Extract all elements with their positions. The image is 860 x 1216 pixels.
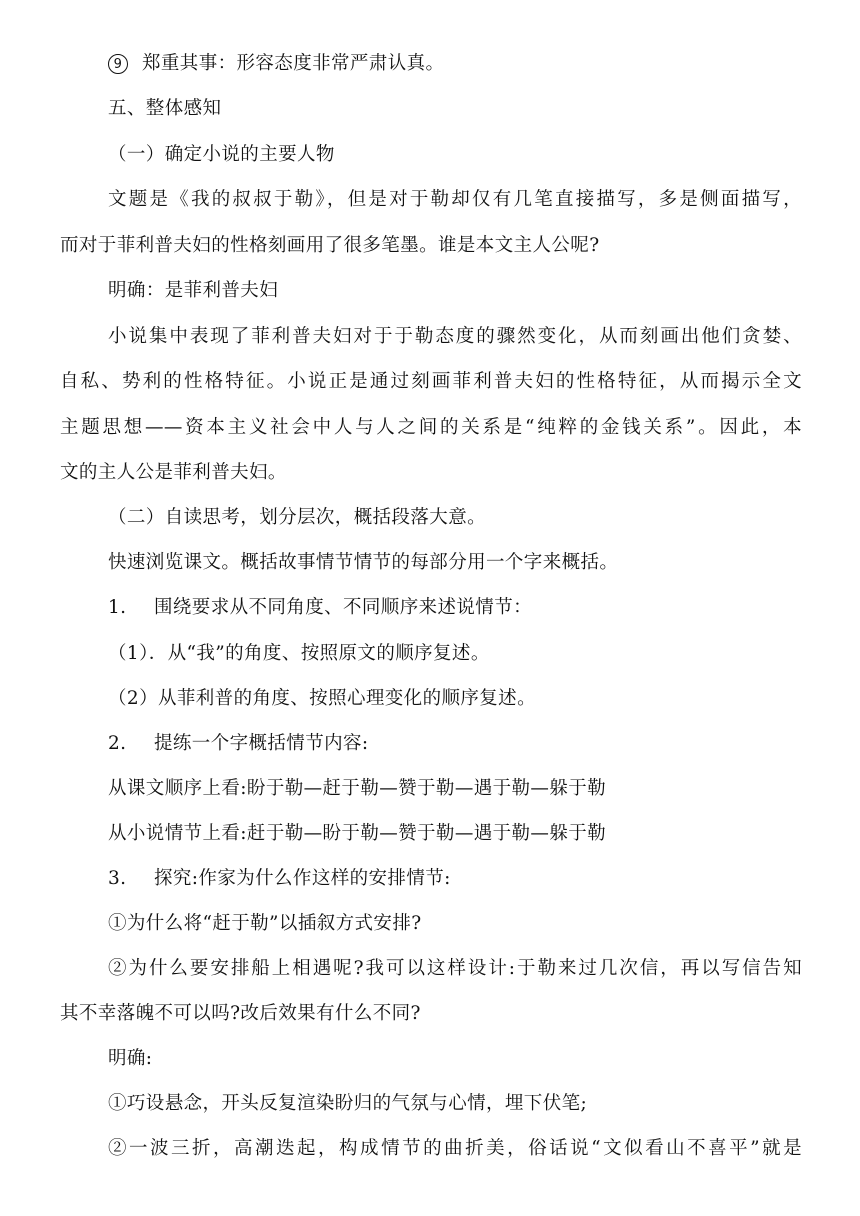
definition-text: 郑重其事：形容态度非常严肃认真。 (142, 53, 445, 74)
paragraph-line: 快速浏览课文。概括故事情节情节的每部分用一个字来概括。 (108, 552, 619, 573)
sub-item: （1）．从“我”的角度、按照原文的顺序复述。 (108, 643, 490, 664)
sub-item: （2）从菲利普的角度、按照心理变化的顺序复述。 (108, 688, 536, 709)
item-text: 探究:作家为什么作这样的安排情节: (154, 868, 451, 889)
circled-number-badge: 9 (108, 54, 128, 74)
numbered-item (108, 867, 451, 891)
paragraph-line: 文的主人公是菲利普夫妇。 (60, 462, 287, 483)
question-line: 其不幸落魄不可以吗?改后效果有什么不同? (60, 1003, 421, 1024)
paragraph-line: 自私、势利的性格特征。小说正是通过刻画菲利普夫妇的性格特征，从而揭示全文 (60, 371, 802, 392)
answer-line: ①巧设悬念，开头反复渲染盼归的气氛与心情，埋下伏笔; (108, 1093, 588, 1114)
item-number: 2. (108, 733, 127, 754)
numbered-item (108, 732, 369, 756)
paragraph-line: 而对于菲利普夫妇的性格刻画用了很多笔墨。谁是本文主人公呢? (60, 235, 600, 256)
section-heading: 五、整体感知 (108, 98, 222, 119)
paragraph-line: 小说集中表现了菲利普夫妇对于于勒态度的骤然变化，从而刻画出他们贪婪、 (108, 326, 802, 347)
answer-line: ②一波三折，高潮迭起，构成情节的曲折美，俗话说“文似看山不喜平”就是 (108, 1138, 802, 1159)
item-number: 3. (108, 868, 127, 889)
paragraph-line: 文题是《我的叔叔于勒》，但是对于勒却仅有几笔直接描写，多是侧面描写， (108, 189, 802, 210)
sequence-line: 从小说情节上看:赶于勒—盼于勒—赞于勒—遇于勒—躲于勒 (108, 823, 607, 844)
paragraph-line: 主题思想——资本主义社会中人与人之间的关系是“纯粹的金钱关系”。因此，本 (60, 417, 802, 438)
subsection-heading-2: （二）自读思考，划分层次，概括段落大意。 (108, 507, 487, 528)
sequence-line: 从课文顺序上看:盼于勒—赶于勒—赞于勒—遇于勒—躲于勒 (108, 778, 607, 799)
item-text: 提练一个字概括情节内容: (154, 733, 369, 754)
item-number: 1. (108, 597, 127, 618)
numbered-item (108, 596, 532, 620)
item-text: 围绕要求从不同角度、不同顺序来述说情节： (154, 597, 533, 618)
definition-line (108, 52, 444, 76)
subsection-heading-1: （一）确定小说的主要人物 (108, 144, 335, 165)
question-line: ②为什么要安排船上相遇呢?我可以这样设计:于勒来过几次信，再以写信告知 (108, 958, 802, 979)
question-line: ①为什么将“赶于勒”以插叙方式安排? (108, 913, 422, 934)
answer-line: 明确：是菲利普夫妇 (108, 280, 279, 301)
answer-label: 明确: (108, 1048, 153, 1069)
